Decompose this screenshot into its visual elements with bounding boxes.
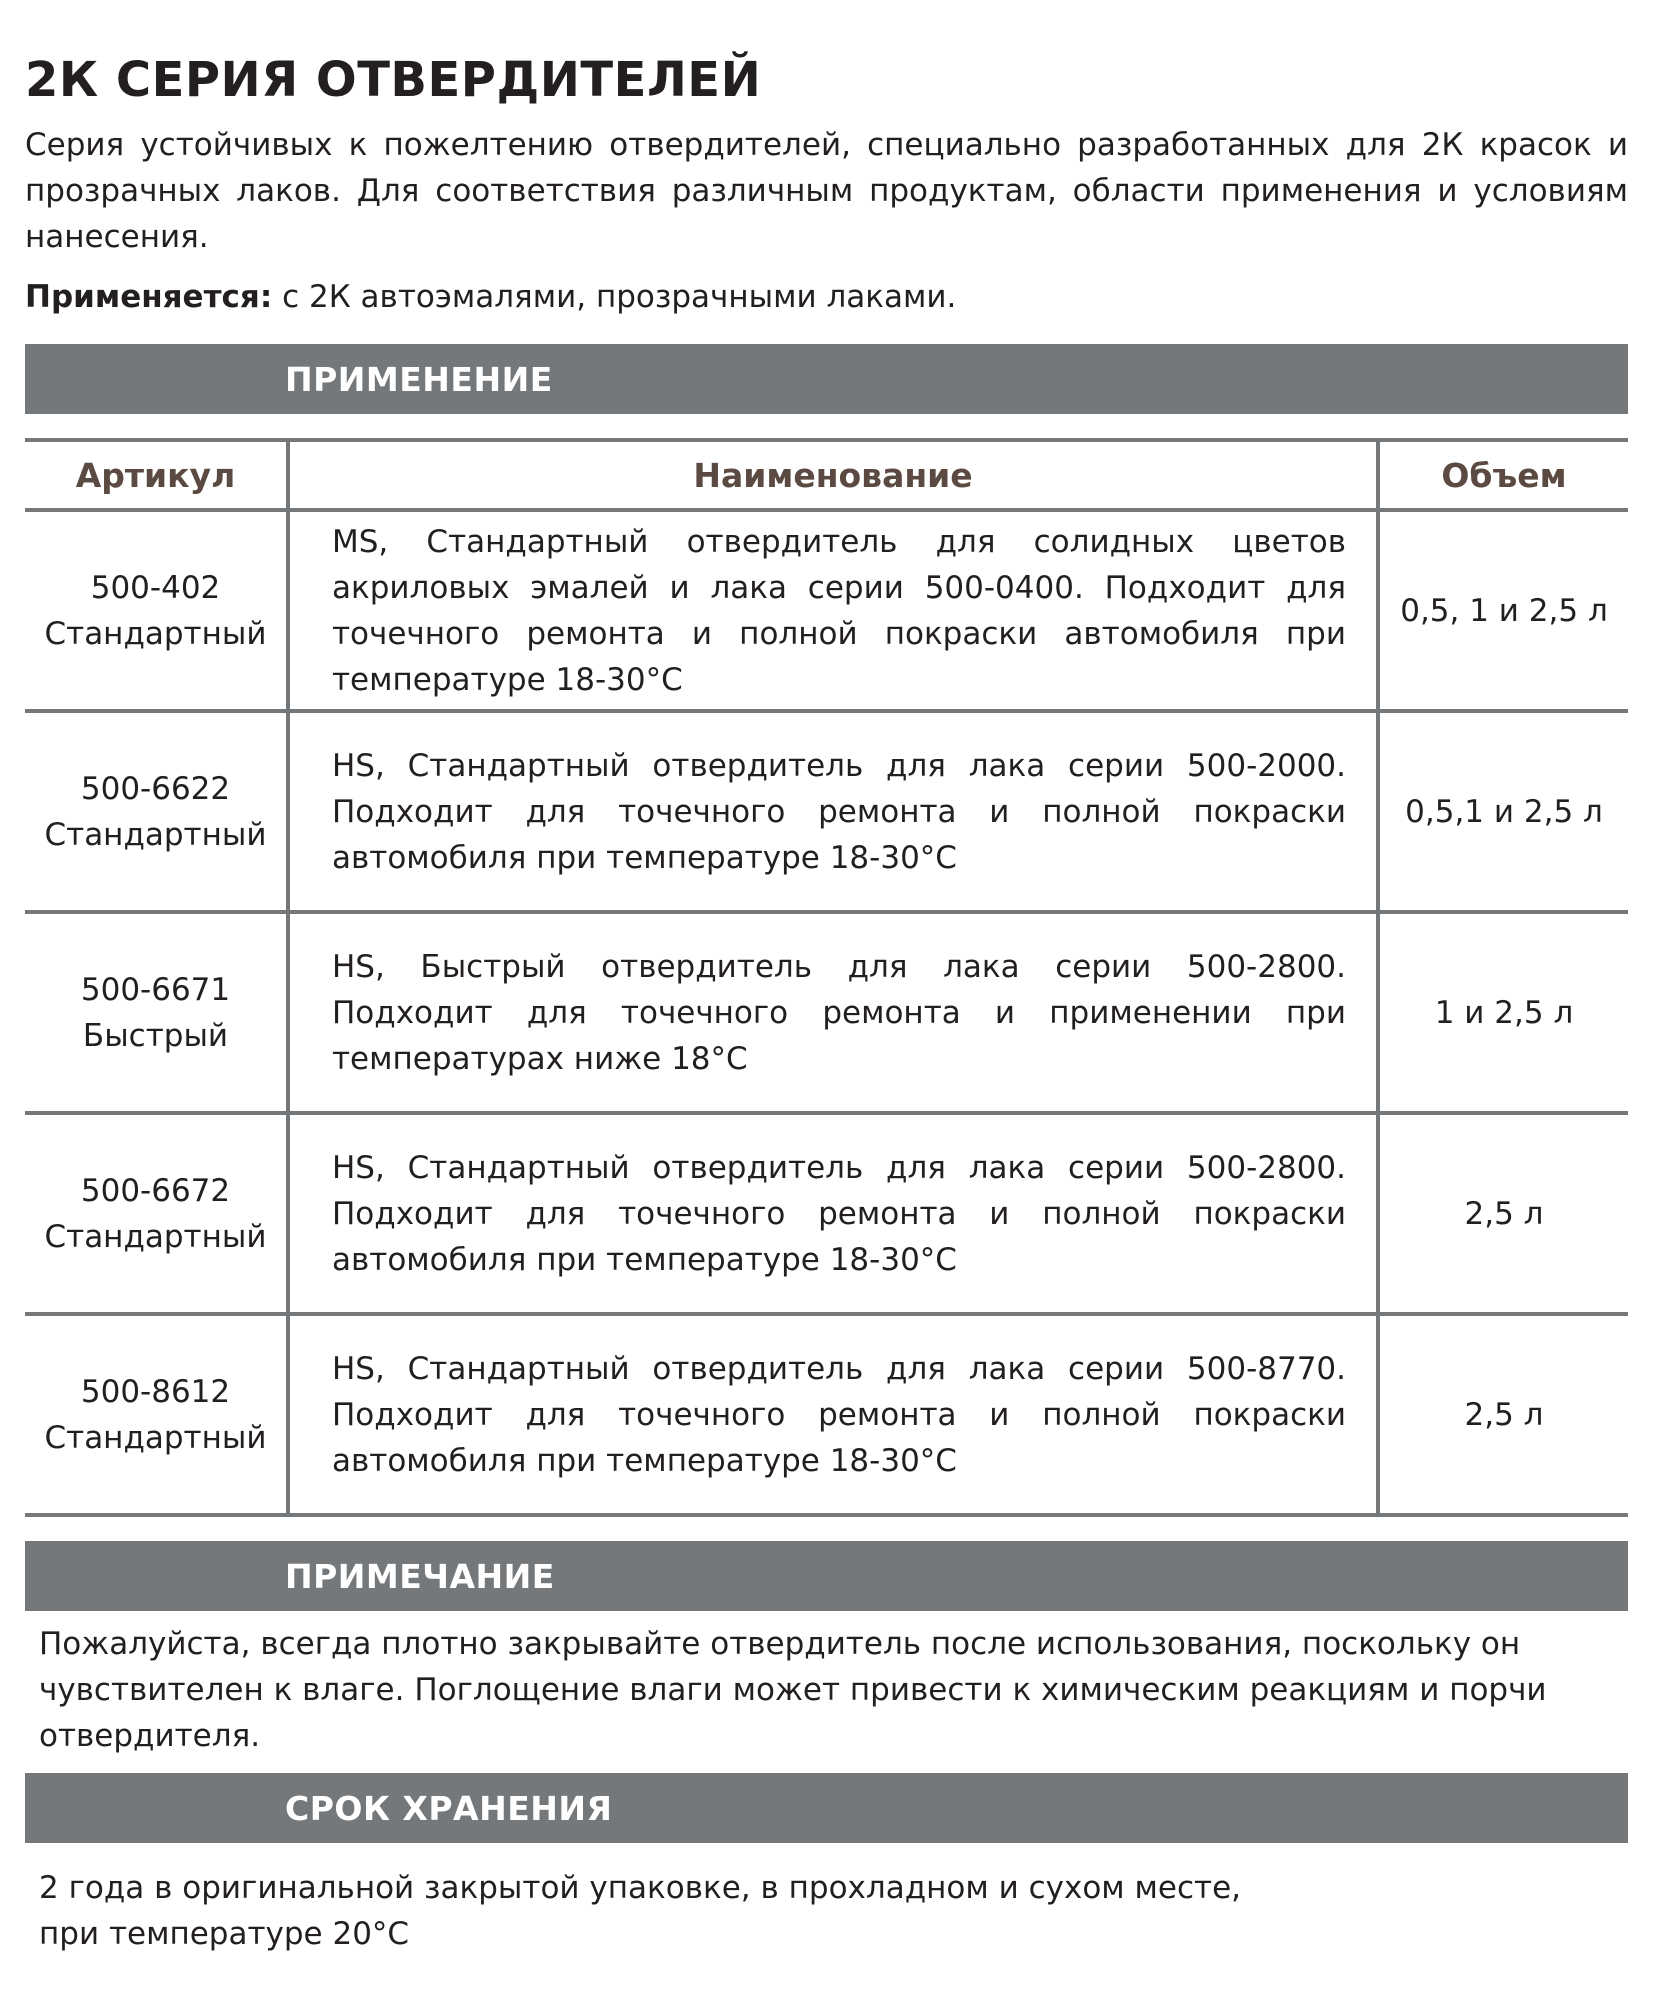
applies-label: Применяется:: [25, 279, 273, 315]
article-cell: [25, 1113, 288, 1314]
article-code: 500-6671: [80, 971, 231, 1008]
volume-cell: 2,5 л: [1378, 1314, 1628, 1515]
header-volume: Объем: [1378, 440, 1628, 510]
article-cell: [25, 1314, 288, 1515]
section-title-storage: СРОК ХРАНЕНИЯ: [285, 1788, 613, 1828]
article-cell: [25, 912, 288, 1113]
description-cell: HS, Стандартный отвердитель для лака серии 500-2000. Подходит для точечного ремонта и полной покраски автомобиля при температуре 18-30°С: [288, 711, 1378, 912]
storage-paragraph: [39, 1865, 1628, 1957]
storage-line-2: при температуре 20°С: [39, 1916, 410, 1952]
note-paragraph: Пожалуйста, всегда плотно закрывайте отвердитель после использования, поскольку он чувствителен к влаге. Поглощение влаги может привести к химическим реакциям и порчи отвердителя.: [39, 1626, 1547, 1754]
description-cell: HS, Стандартный отвердитель для лака серии 500-8770. Подходит для точечного ремонта и полной покраски автомобиля при температуре 18-30°С: [288, 1314, 1378, 1515]
section-bar-storage: [25, 1773, 1628, 1843]
table-row: [25, 711, 1628, 912]
article-type: Стандартный: [44, 615, 267, 652]
table-header-row: [25, 440, 1628, 510]
page-title: 2К СЕРИЯ ОТВЕРДИТЕЛЕЙ: [25, 52, 762, 108]
article-cell: [25, 510, 288, 711]
article-code: 500-6622: [80, 770, 231, 807]
section-bar-note: [25, 1541, 1628, 1611]
article-type: Стандартный: [44, 816, 267, 853]
table-row: [25, 1113, 1628, 1314]
article-code: 500-402: [90, 569, 221, 606]
intro-paragraph: Серия устойчивых к пожелтению отвердителей, специально разработанных для 2К красок и прозрачных лаков. Для соответствия различным продуктам, области применения и условиям нанесения.: [25, 127, 1628, 255]
article-type: Стандартный: [44, 1419, 267, 1456]
table-row: [25, 510, 1628, 711]
header-name: Наименование: [288, 440, 1378, 510]
table-row: [25, 912, 1628, 1113]
article-code: 500-6672: [80, 1172, 231, 1209]
document-page: [25, 0, 1628, 1957]
volume-cell: 0,5, 1 и 2,5 л: [1378, 510, 1628, 711]
table-row: [25, 1314, 1628, 1515]
article-code: 500-8612: [80, 1373, 231, 1410]
section-title-note: ПРИМЕЧАНИЕ: [285, 1556, 555, 1596]
section-bar-application: [25, 344, 1628, 414]
description-cell: HS, Быстрый отвердитель для лака серии 500-2800. Подходит для точечного ремонта и применении при температурах ниже 18°С: [288, 912, 1378, 1113]
applies-line: [25, 274, 1628, 320]
article-cell: [25, 711, 288, 912]
section-title-application: ПРИМЕНЕНИЕ: [285, 359, 553, 399]
article-type: Стандартный: [44, 1218, 267, 1255]
header-article: Артикул: [25, 440, 288, 510]
description-cell: HS, Стандартный отвердитель для лака серии 500-2800. Подходит для точечного ремонта и полной покраски автомобиля при температуре 18-30°С: [288, 1113, 1378, 1314]
volume-cell: 1 и 2,5 л: [1378, 912, 1628, 1113]
volume-cell: 2,5 л: [1378, 1113, 1628, 1314]
hardeners-table: [25, 438, 1628, 1517]
volume-cell: 0,5,1 и 2,5 л: [1378, 711, 1628, 912]
applies-text: с 2К автоэмалями, прозрачными лаками.: [272, 279, 957, 315]
description-cell: MS, Стандартный отвердитель для солидных цветов акриловых эмалей и лака серии 500-0400. Подходит для точечного ремонта и полной покраски автомобиля при температуре 18-30°С: [288, 510, 1378, 711]
article-type: Быстрый: [82, 1017, 229, 1054]
storage-line-1: 2 года в оригинальной закрытой упаковке, в прохладном и сухом месте,: [39, 1870, 1242, 1906]
